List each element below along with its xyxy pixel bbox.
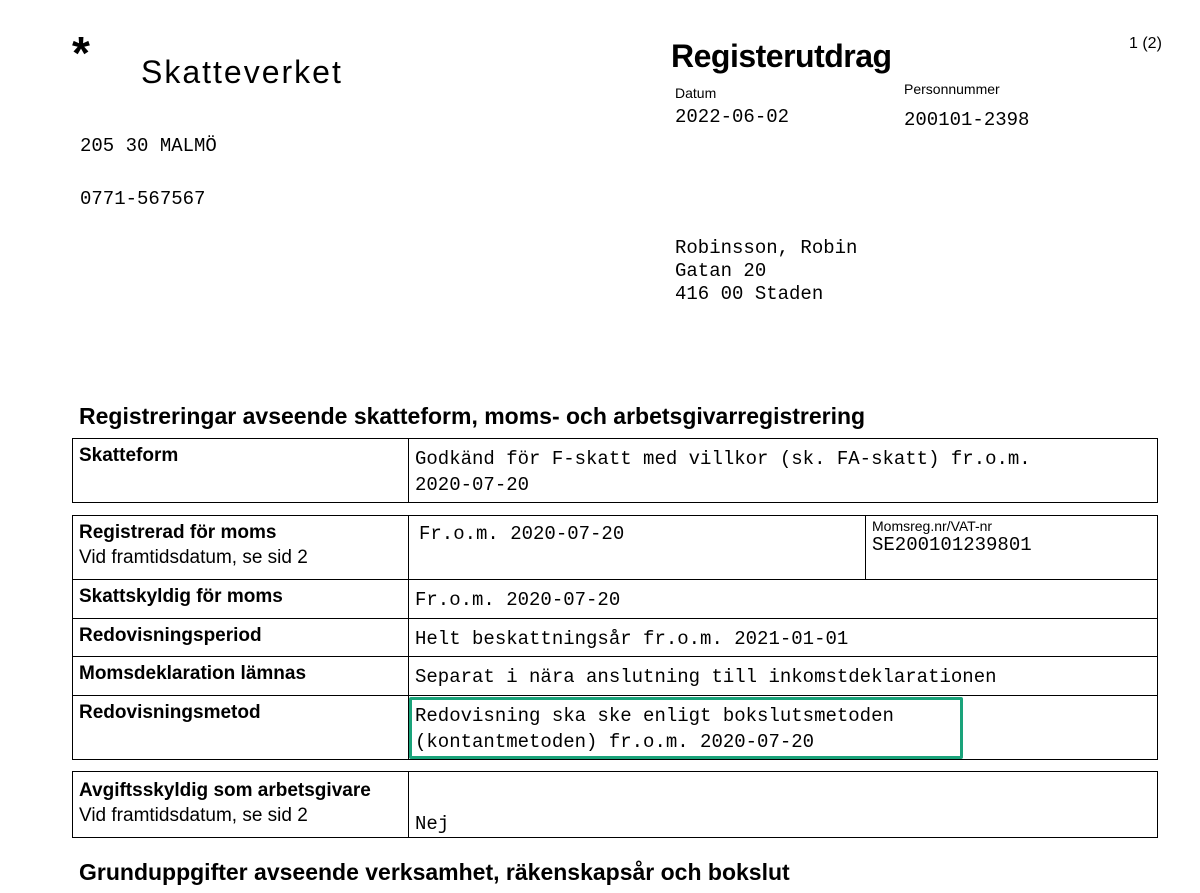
row-label: Redovisningsmetod (73, 696, 409, 759)
sender-postal-address: 205 30 MALMÖ (80, 135, 217, 157)
vat-number-cell (865, 516, 1157, 579)
date-value: 2022-06-02 (675, 106, 790, 128)
row-sublabel: Vid framtidsdatum, se sid 2 (79, 547, 308, 568)
row-label: Redovisningsperiod (73, 619, 409, 656)
page-indicator: 1 (2) (1129, 35, 1162, 52)
row-label: Avgiftsskyldig som arbetsgivare Vid framtidsdatum, se sid 2 (73, 772, 409, 837)
personal-number-value: 200101-2398 (904, 109, 1030, 131)
row-value: Separat i nära anslutning till inkomstdeklarationen (415, 666, 997, 688)
row-value: Nej (415, 813, 450, 835)
employer-table (72, 771, 1158, 838)
section-heading-registrations: Registreringar avseende skatteform, moms- och arbetsgivarregistrering (79, 403, 866, 429)
sender-phone: 0771-567567 (80, 188, 206, 210)
row-sublabel: Vid framtidsdatum, se sid 2 (79, 805, 308, 826)
tax-form-table (72, 438, 1158, 503)
agency-name: Skatteverket (141, 54, 343, 90)
logo-asterisk: * (72, 27, 90, 79)
section-heading-basic-info: Grunduppgifter avseende verksamhet, räkenskapsår och bokslut (79, 859, 790, 885)
row-label: Momsdeklaration lämnas (73, 657, 409, 695)
table-row (73, 618, 1157, 656)
document-title: Registerutdrag (671, 38, 892, 74)
date-label: Datum (675, 85, 717, 101)
table-row (73, 579, 1157, 618)
personal-number-label: Personnummer (904, 81, 1000, 97)
row-value: Helt beskattningsår fr.o.m. 2021-01-01 (415, 628, 849, 650)
row-value: Fr.o.m. 2020-07-20 (415, 589, 621, 611)
highlight-box (409, 697, 963, 759)
row-value: Fr.o.m. 2020-07-20 (419, 523, 625, 545)
recipient-postal: 416 00 Staden (675, 283, 824, 305)
recipient-street: Gatan 20 (675, 260, 767, 282)
row-label: Registrerad för moms Vid framtidsdatum, se sid 2 (73, 516, 409, 579)
table-row (73, 439, 1157, 502)
recipient-name: Robinsson, Robin (675, 237, 858, 259)
vat-number-value: SE200101239801 (872, 534, 1032, 556)
row-value: Redovisning ska ske enligt bokslutsmetoden (kontantmetoden) fr.o.m. 2020-07-20 (415, 705, 894, 753)
vat-number-label: Momsreg.nr/VAT-nr (872, 518, 993, 534)
row-label: Skattskyldig för moms (73, 580, 409, 618)
recipient-address (675, 237, 857, 306)
table-row (73, 772, 1157, 837)
table-row (73, 516, 1157, 579)
table-row (73, 656, 1157, 695)
row-value: Godkänd för F-skatt med villkor (sk. FA-skatt) fr.o.m. 2020-07-20 (415, 448, 1031, 496)
row-label: Skatteform (73, 439, 409, 502)
